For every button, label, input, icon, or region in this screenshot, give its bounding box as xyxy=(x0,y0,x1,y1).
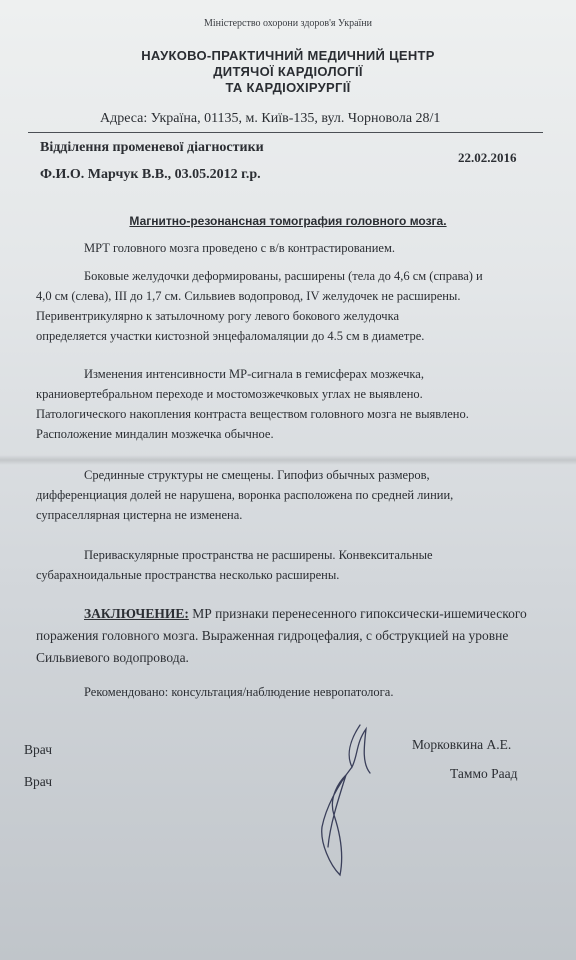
text-line: Боковые желудочки деформированы, расширены (тела до 4,6 см (справа) и xyxy=(84,269,483,283)
department-name: Відділення променевої діагностики xyxy=(40,140,264,155)
text-line: определяется участки кистозной энцефаломаляции до 4.5 см в диаметре. xyxy=(36,329,425,343)
handwritten-signature xyxy=(300,715,390,885)
conclusion-text: МР признаки перенесенного гипоксически-ишемического xyxy=(188,606,527,621)
text-line: Сильвиевого водопровода. xyxy=(36,650,189,665)
institution-title-line-3: ТА КАРДІОХІРУРГІЇ xyxy=(225,80,351,95)
text-line: супраселлярная цистерна не изменена. xyxy=(36,508,243,522)
doctor-role-2: Врач xyxy=(24,774,52,789)
text-line: поражения головного мозга. Выраженная гидроцефалия, с обструкцией на уровне xyxy=(36,628,509,643)
text-line: краниовертебральном переходе и мостомозжечковых углах не выявлено. xyxy=(36,387,423,401)
ministry-line: Міністерство охорони здоров'я України xyxy=(203,18,373,29)
text-line: Периваскулярные пространства не расширены. Конвекситальные xyxy=(84,548,433,562)
text-line: Рекомендовано: консультация/наблюдение невропатолога. xyxy=(84,685,394,699)
text-line: МРТ головного мозга проведено с в/в контрастированием. xyxy=(84,241,395,255)
text-line: дифференциация долей не нарушена, воронка расположена по средней линии, xyxy=(36,488,454,502)
text-line: 4,0 см (слева), III до 1,7 см. Сильвиев водопровод, IV желудочек не расширены. xyxy=(36,289,461,303)
institution-title-line-1: НАУКОВО-ПРАКТИЧНИЙ МЕДИЧНИЙ ЦЕНТР xyxy=(141,48,435,63)
header-divider xyxy=(28,132,543,133)
institution-title-line-2: ДИТЯЧОЇ КАРДІОЛОГІЇ xyxy=(213,64,363,79)
doctor-name-2: Таммо Раад xyxy=(450,766,518,781)
paragraph-conclusion xyxy=(36,603,557,669)
paragraph-signal xyxy=(36,364,557,444)
conclusion-label: ЗАКЛЮЧЕНИЕ: xyxy=(84,606,189,621)
paragraph-midline xyxy=(36,465,557,525)
text-line: Расположение миндалин мозжечка обычное. xyxy=(36,427,274,441)
paper-fold xyxy=(0,455,576,465)
conclusion-first-line xyxy=(62,603,557,625)
paragraph-perivascular xyxy=(36,545,557,585)
patient-info: Ф.И.О. Марчук В.В., 03.05.2012 г.р. xyxy=(40,167,261,182)
text-line: Перивентрикулярно к затылочному рогу левого бокового желудочка xyxy=(36,309,400,323)
institution-address: Адреса: Україна, 01135, м. Київ-135, вул. Чорновола 28/1 xyxy=(100,111,441,126)
paragraph-recommendation xyxy=(62,682,557,702)
paragraph-ventricles xyxy=(36,266,557,346)
text-line: Срединные структуры не смещены. Гипофиз обычных размеров, xyxy=(84,468,430,482)
text-line: субарахноидальные пространства несколько расширены. xyxy=(36,568,340,582)
exam-title: Магнитно-резонансная томография головного мозга. xyxy=(129,214,447,228)
text-line: Изменения интенсивности МР-сигнала в гемисферах мозжечка, xyxy=(84,367,424,381)
text-line: Патологического накопления контраста веществом головного мозга не выявлено. xyxy=(36,407,469,421)
paragraph-contrast xyxy=(62,238,557,258)
doctor-name-1: Морковкина А.Е. xyxy=(412,737,512,752)
doctor-role-1: Врач xyxy=(24,742,52,757)
report-date: 22.02.2016 xyxy=(458,150,517,165)
